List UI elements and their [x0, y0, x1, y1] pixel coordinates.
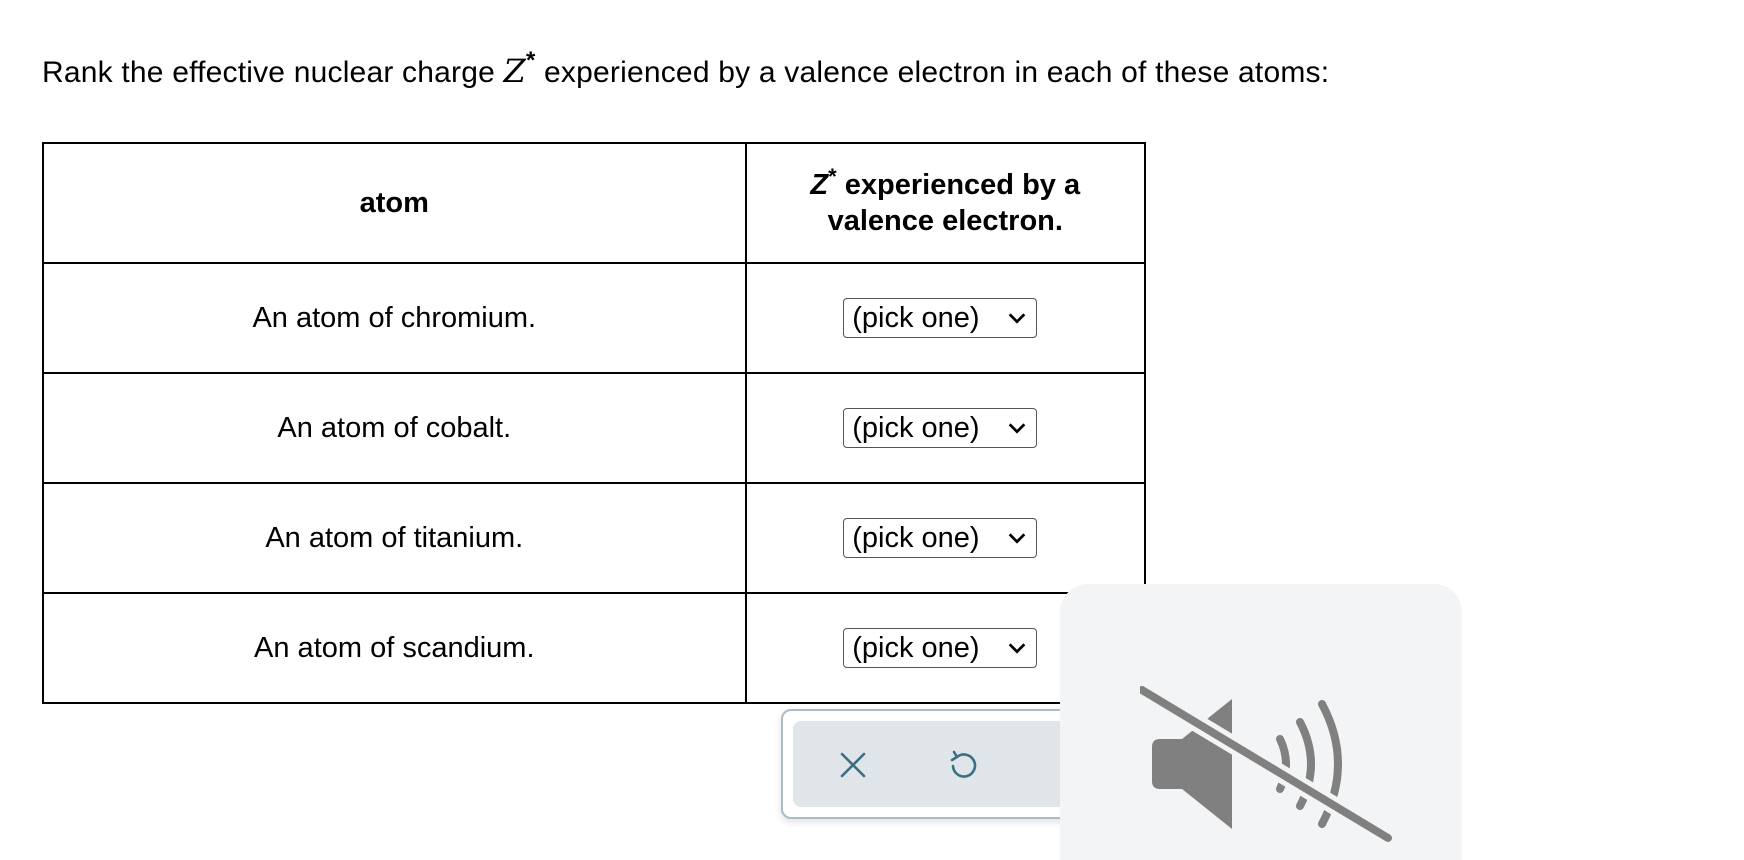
undo-button[interactable] — [939, 741, 987, 789]
audio-overlay-panel — [1060, 584, 1462, 860]
chevron-down-icon — [1006, 637, 1028, 659]
z-header-symbol: Z* — [810, 164, 837, 201]
close-icon — [837, 749, 869, 781]
atom-cell: An atom of cobalt. — [43, 373, 746, 483]
clear-answer-button[interactable] — [829, 741, 877, 789]
table-row — [43, 483, 1145, 593]
rank-select-scandium[interactable]: (pick one) — [843, 628, 1037, 668]
table-row — [43, 373, 1145, 483]
prompt-text-before: Rank the effective nuclear charge — [42, 56, 504, 89]
atom-cell: An atom of chromium. — [43, 263, 746, 373]
atom-column-header: atom — [43, 143, 746, 263]
z-star-symbol: Z* — [503, 47, 536, 90]
toolbar-background — [793, 721, 1079, 807]
rank-cell — [746, 373, 1145, 483]
rank-cell — [746, 263, 1145, 373]
chevron-down-icon — [1006, 307, 1028, 329]
atom-cell: An atom of titanium. — [43, 483, 746, 593]
table-row — [43, 593, 1145, 703]
question-prompt — [42, 47, 1330, 90]
answer-toolbar — [781, 709, 1081, 819]
prompt-text-after: experienced by a valence electron in each of these atoms: — [535, 56, 1330, 89]
chevron-down-icon — [1006, 527, 1028, 549]
rank-cell — [746, 483, 1145, 593]
table-row — [43, 263, 1145, 373]
rank-select-titanium[interactable]: (pick one) — [843, 518, 1037, 558]
z-column-header: Z* experienced by a valence electron. — [746, 143, 1145, 263]
rank-select-chromium[interactable]: (pick one) — [843, 298, 1037, 338]
ranking-table — [42, 142, 1146, 704]
chevron-down-icon — [1006, 417, 1028, 439]
atom-cell: An atom of scandium. — [43, 593, 746, 703]
table-header-row — [43, 143, 1145, 263]
rank-select-cobalt[interactable]: (pick one) — [843, 408, 1037, 448]
speaker-muted-icon[interactable] — [1140, 684, 1400, 844]
undo-icon — [946, 748, 980, 782]
